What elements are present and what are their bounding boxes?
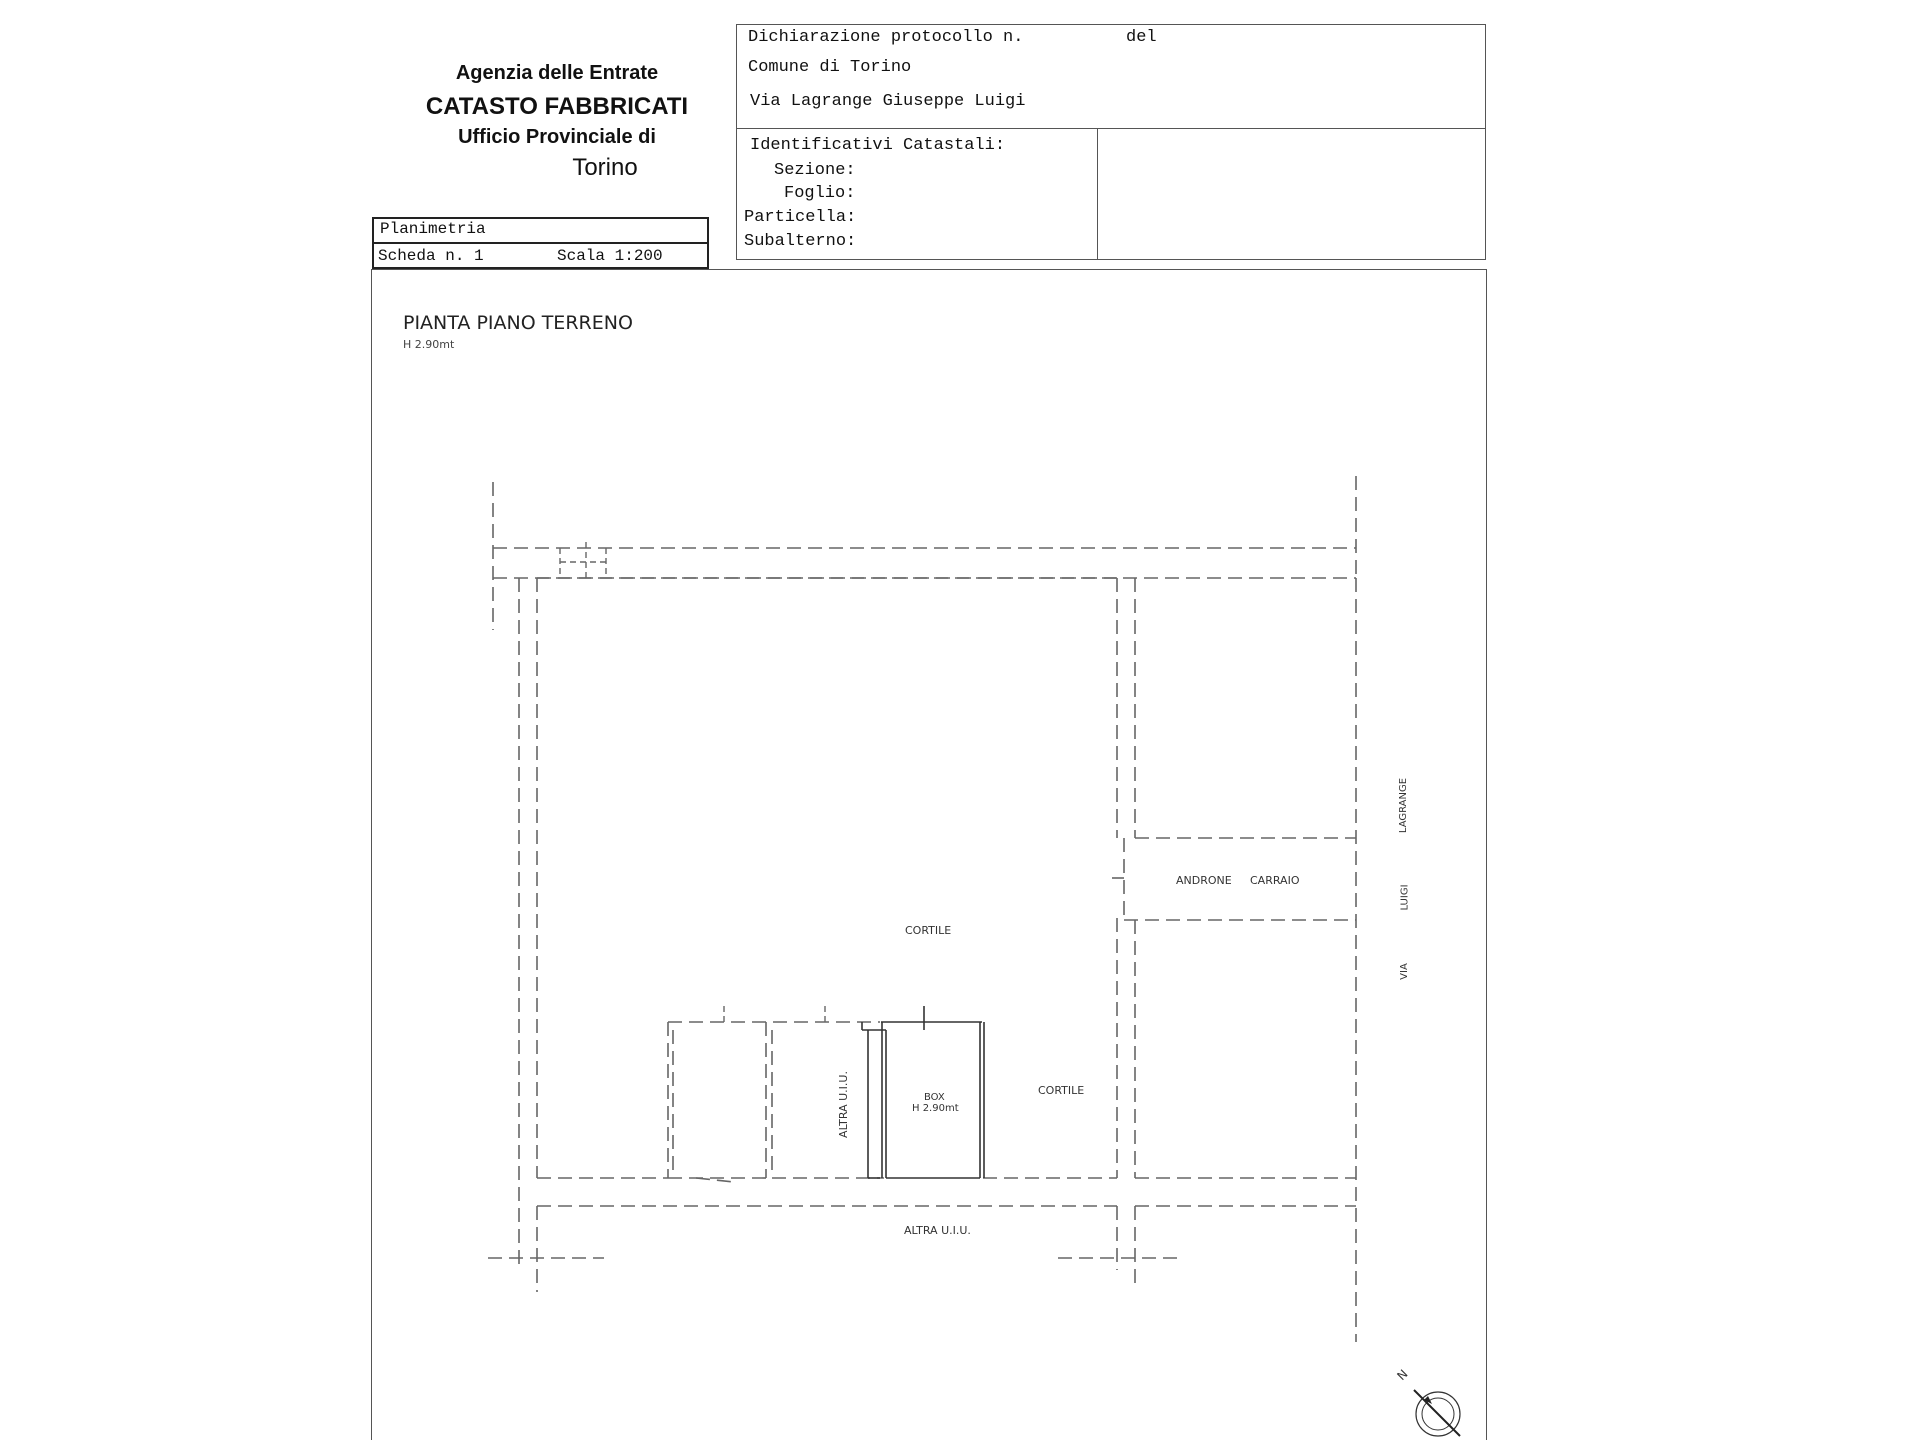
other-unit-bottom-label: ALTRA U.I.U. bbox=[904, 1224, 971, 1237]
other-unit-vertical-label: ALTRA U.I.U. bbox=[836, 1071, 850, 1138]
floor-height: H 2.90mt bbox=[403, 338, 455, 351]
north-label: N bbox=[1394, 1366, 1411, 1384]
sheet-label: Foglio: bbox=[784, 184, 856, 203]
street-label-via: VIA bbox=[1398, 963, 1410, 980]
city-name: Torino bbox=[572, 154, 638, 181]
date-label: del bbox=[1126, 28, 1157, 47]
office-name: CATASTO FABBRICATI bbox=[425, 93, 689, 120]
courtyard-main-label: CORTILE bbox=[905, 924, 952, 937]
parcel-label: Particella: bbox=[744, 208, 857, 227]
driveway-label-1: ANDRONE bbox=[1176, 874, 1232, 887]
floor-title: PIANTA PIANO TERRENO bbox=[403, 312, 633, 334]
box-label: BOX bbox=[924, 1092, 945, 1103]
plan-type: Planimetria bbox=[380, 220, 486, 238]
driveway-label-2: CARRAIO bbox=[1250, 874, 1300, 887]
provincial-office: Ufficio Provinciale di bbox=[458, 126, 656, 148]
courtyard-small-label: CORTILE bbox=[1038, 1084, 1085, 1097]
box-height-label: H 2.90mt bbox=[912, 1103, 959, 1114]
address: Via Lagrange Giuseppe Luigi bbox=[750, 92, 1026, 111]
identifiers-title: Identificativi Catastali: bbox=[750, 136, 1006, 155]
street-label-lagrange: LAGRANGE bbox=[1398, 777, 1410, 834]
plan-scale: Scala 1:200 bbox=[557, 247, 663, 265]
section-label: Sezione: bbox=[774, 161, 856, 180]
municipality: Comune di Torino bbox=[748, 58, 912, 77]
protocol-label: Dichiarazione protocollo n. bbox=[748, 28, 1024, 47]
street-label-luigi: LUIGI bbox=[1399, 884, 1411, 911]
plan-sheet: Scheda n. 1 bbox=[378, 247, 484, 265]
agency-name: Agenzia delle Entrate bbox=[455, 62, 659, 84]
sub-label: Subalterno: bbox=[744, 232, 857, 251]
